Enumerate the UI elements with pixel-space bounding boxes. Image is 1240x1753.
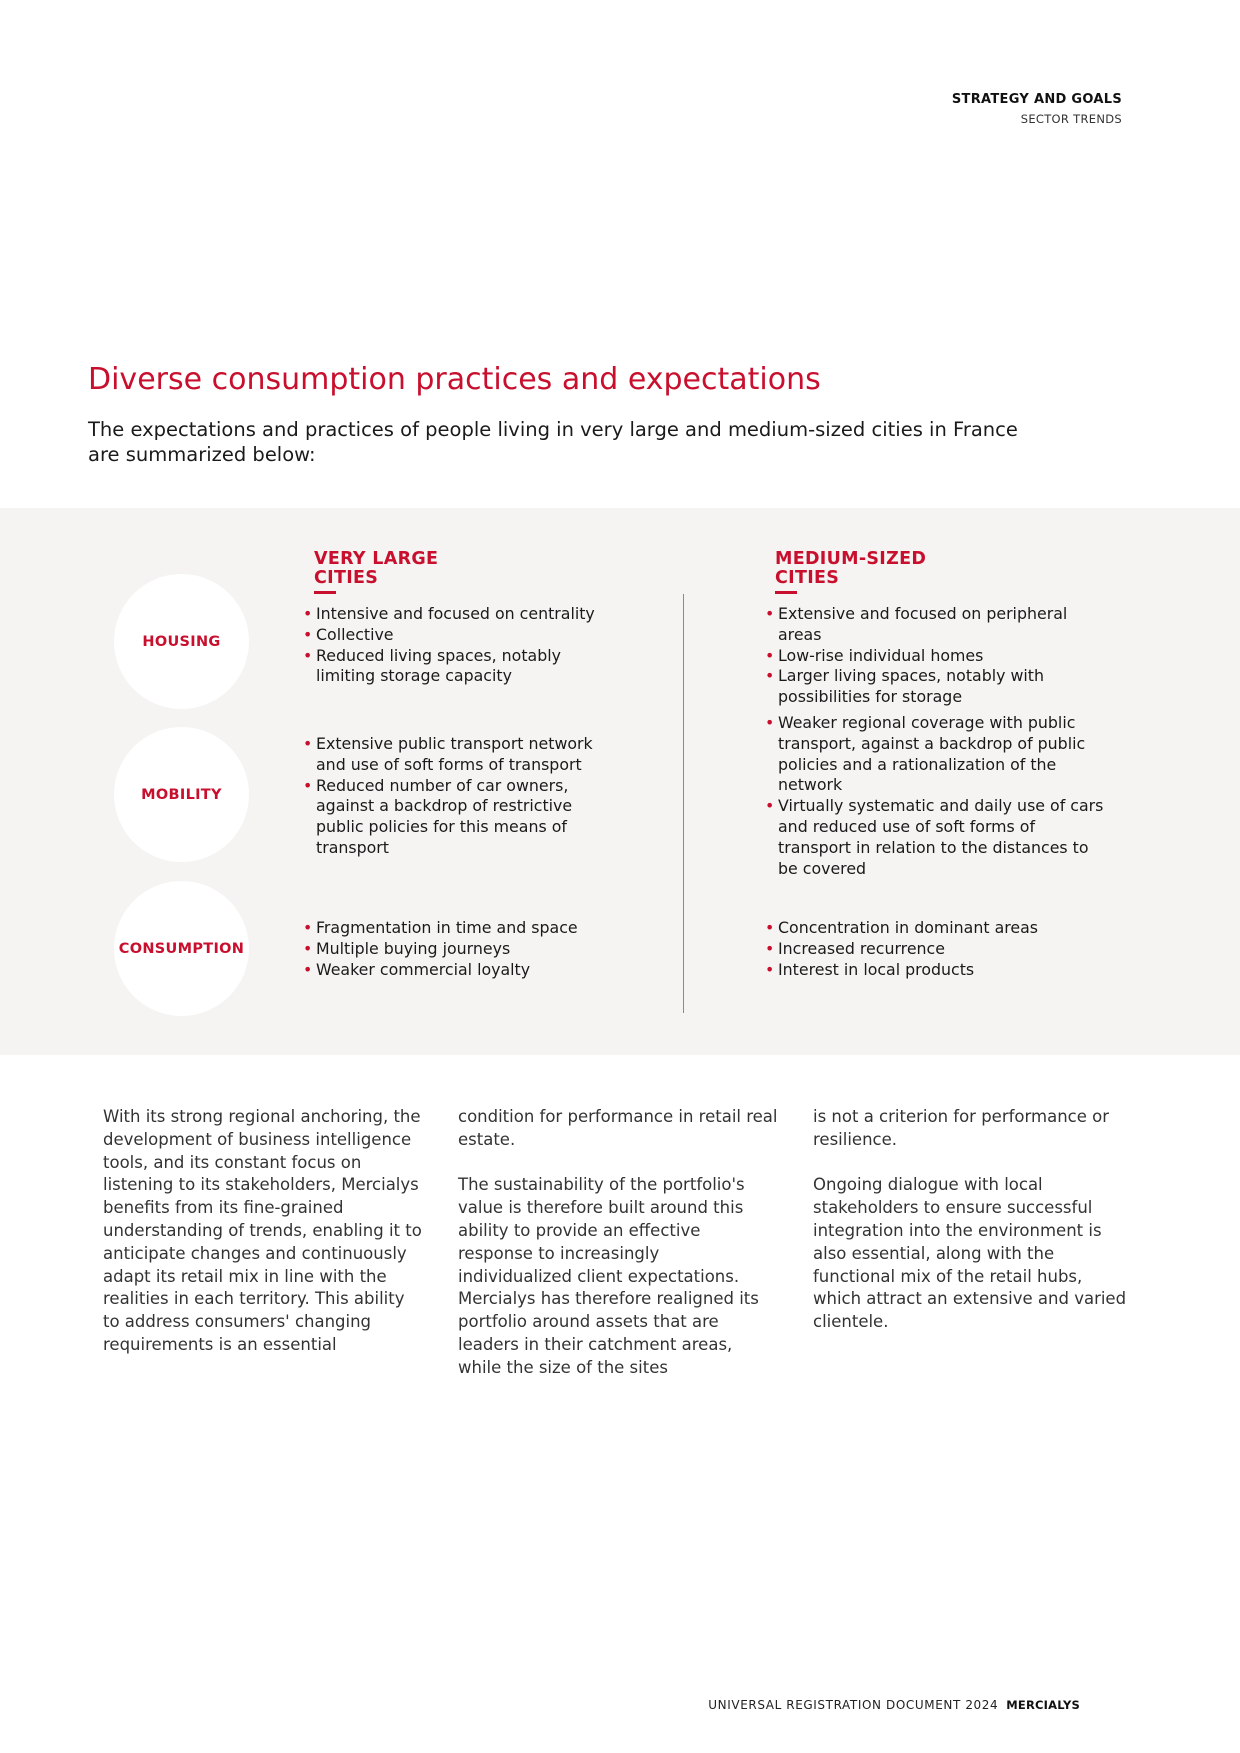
list-item: • Larger living spaces, notably with possibilities for storage <box>765 666 1105 708</box>
column-heading-medium-sized-cities <box>775 550 975 588</box>
body-paragraph: The sustainability of the portfolio's value is therefore built around this ability to provide an effective response to increasingly individualized client expectations. Mercialys has therefore realigned its portfolio around assets that are leaders in their catchment areas, while the size of the sites <box>458 1175 759 1377</box>
list-item: • Increased recurrence <box>765 939 1105 960</box>
list-item: • Multiple buying journeys <box>303 939 623 960</box>
intro-paragraph: The expectations and practices of people living in very large and medium-sized cities in France are summarized below: <box>88 418 1018 466</box>
row-label-housing: HOUSING <box>114 574 249 709</box>
list-item: • Weaker regional coverage with public transport, against a backdrop of public policies and a rationalization of the network <box>765 713 1105 796</box>
body-paragraph: Ongoing dialogue with local stakeholders to ensure successful integration into the environment is also essential, along with the functional mix of the retail hubs, which attract an extensive and varied clientele. <box>813 1175 1127 1332</box>
company-logo: MERCIALYS <box>1006 1698 1080 1712</box>
comparison-panel <box>0 508 1240 1055</box>
body-column-1 <box>103 1106 423 1380</box>
mobility-very-large-list <box>303 734 623 859</box>
list-item: • Low-rise individual homes <box>765 646 1105 667</box>
header-subsection: SECTOR TRENDS <box>1020 112 1122 126</box>
body-column-3 <box>813 1106 1133 1357</box>
column-heading-line: MEDIUM-SIZED <box>775 549 927 569</box>
list-item: • Intensive and focused on centrality <box>303 604 623 625</box>
list-item: • Concentration in dominant areas <box>765 918 1105 939</box>
footer-document-title: UNIVERSAL REGISTRATION DOCUMENT 2024 <box>708 1698 999 1712</box>
housing-medium-list <box>765 604 1105 708</box>
list-item: • Collective <box>303 625 623 646</box>
list-item: • Extensive public transport network and use of soft forms of transport <box>303 734 623 776</box>
header-section: STRATEGY AND GOALS <box>951 92 1122 107</box>
housing-very-large-list <box>303 604 623 687</box>
consumption-very-large-list <box>303 918 623 980</box>
row-label-mobility: MOBILITY <box>114 727 249 862</box>
list-item: • Interest in local products <box>765 960 1105 981</box>
list-item: • Virtually systematic and daily use of cars and reduced use of soft forms of transport in relation to the distances to be covered <box>765 796 1105 879</box>
list-item: • Reduced number of car owners, against a backdrop of restrictive public policies for this means of transport <box>303 776 623 859</box>
list-item: • Fragmentation in time and space <box>303 918 623 939</box>
body-paragraph: With its strong regional anchoring, the development of business intelligence tools, and its constant focus on listening to its stakeholders, Mercialys benefits from its fine-grained understanding of trends, enabling it to anticipate changes and continuously adapt its retail mix in line with the realities in each territory. This ability to address consumers' changing requirements is an essential <box>103 1107 422 1354</box>
body-paragraph: is not a criterion for performance or resilience. <box>813 1107 1110 1149</box>
body-column-2 <box>458 1106 778 1402</box>
mobility-medium-list <box>765 713 1105 879</box>
column-heading-line: CITIES <box>314 569 514 588</box>
row-label-consumption: CONSUMPTION <box>114 881 249 1016</box>
page-footer <box>708 1698 1080 1712</box>
column-heading-line: CITIES <box>775 569 975 588</box>
running-header <box>952 92 1122 126</box>
list-item: • Weaker commercial loyalty <box>303 960 623 981</box>
list-item: • Extensive and focused on peripheral areas <box>765 604 1105 646</box>
column-heading-line: VERY LARGE <box>314 549 439 569</box>
page-title: Diverse consumption practices and expectations <box>88 362 821 397</box>
list-item: • Reduced living spaces, notably limiting storage capacity <box>303 646 623 688</box>
body-paragraph: condition for performance in retail real estate. <box>458 1107 778 1149</box>
column-heading-very-large-cities <box>314 550 514 588</box>
column-divider <box>683 594 684 1013</box>
consumption-medium-list <box>765 918 1105 980</box>
